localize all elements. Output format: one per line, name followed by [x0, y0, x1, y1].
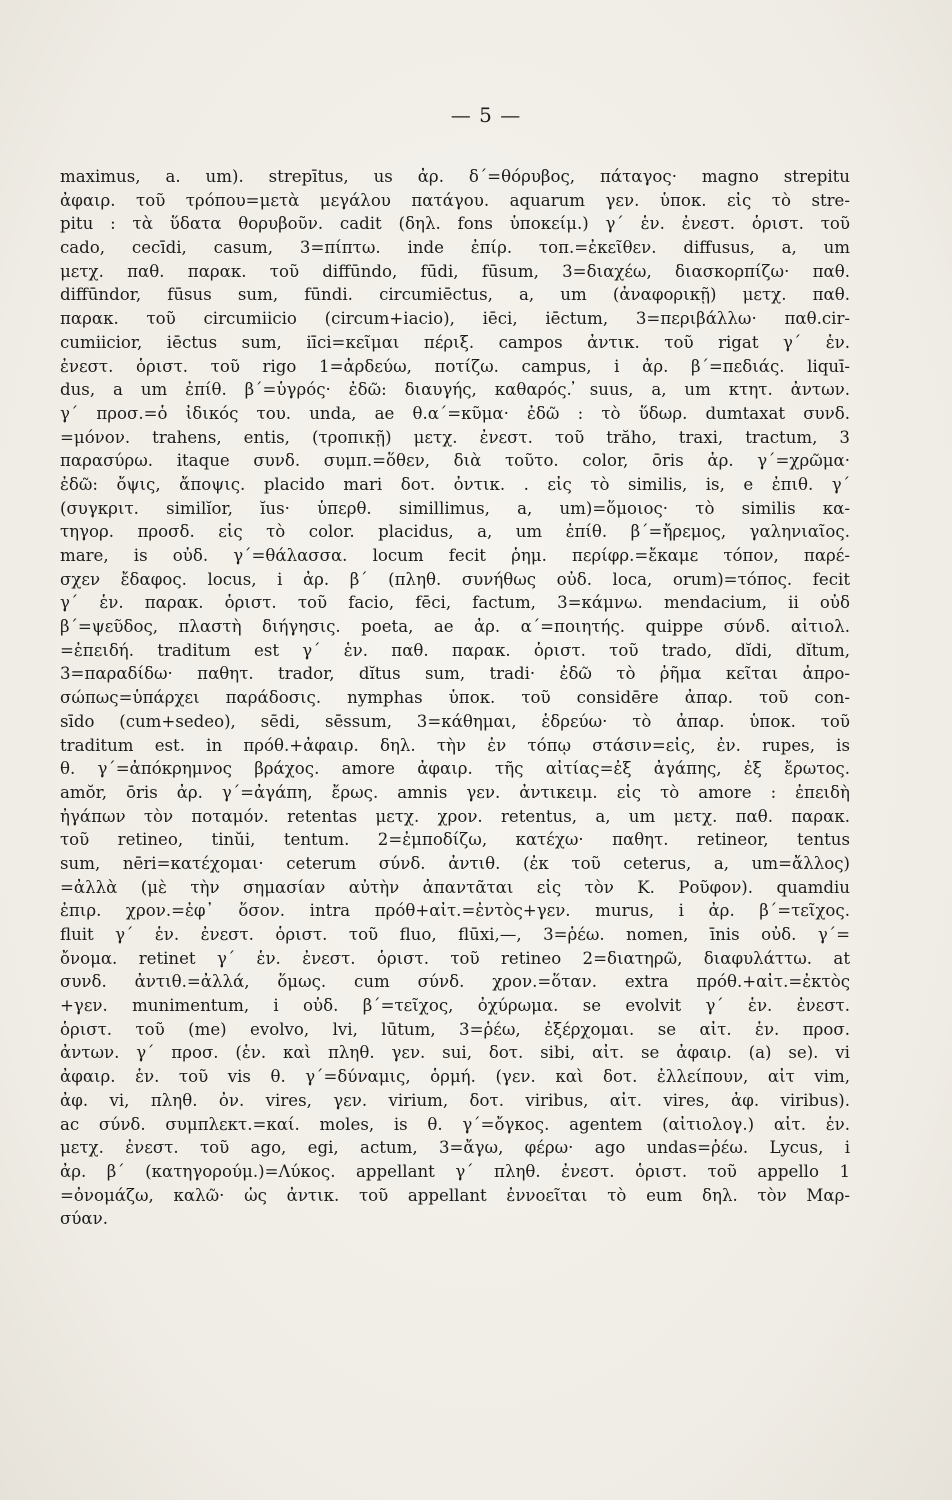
text-line: +γεν. munimentum, i οὐδ. β΄=τεῖχος, ὀχύρωμα. se evolvit γ΄ ἑν. ἐνεστ. [60, 996, 850, 1016]
text-line: sīdo (cum+sedeo), sēdi, sēssum, 3=κάθημαι, ἑδρεύω· τὸ ἀπαρ. ὑποκ. τοῦ [60, 711, 850, 731]
text-line: fluit γ΄ ἑν. ἐνεστ. ὁριστ. τοῦ fluo, flūxi,—, 3=ῥέω. nomen, īnis οὐδ. γ΄= [60, 925, 850, 944]
text-line: ὄνομα. retinet γ΄ ἑν. ἐνεστ. ὁριστ. τοῦ retineo 2=διατηρῶ, διαφυλάττω. at [60, 948, 850, 968]
text-line: γ΄ ἑν. παρακ. ὁριστ. τοῦ facio, fēci, factum, 3=κάμνω. mendacium, ii οὐδ [60, 593, 850, 613]
text-line: γ΄ προσ.=ὁ ἰδικός του. unda, ae θ.α΄=κῦμα· ἐδῶ : τὸ ὕδωρ. dumtaxat συνδ. [60, 403, 850, 423]
text-line: ἀφ. vi, πληθ. ὀν. vires, γεν. virium, δοτ. viribus, αἰτ. vires, ἀφ. viribus). [60, 1090, 850, 1110]
text-line: dus, a um ἐπίθ. β΄=ὑγρός· ἐδῶ: διαυγής, καθαρός. ̓suus, a, um κτητ. ἀντων. [60, 380, 850, 400]
text-line: cado, cecīdi, casum, 3=πίπτω. inde ἐπίρ. τοπ.=ἐκεῖθεν. diffusus, a, um [60, 238, 850, 258]
text-line: τηγορ. προσδ. εἰς τὸ color. placidus, a, um ἐπίθ. β΄=ἤρεμος, γαληνιαῖος. [60, 522, 850, 542]
text-line: σχεν ἔδαφος. locus, i ἀρ. β΄ (πληθ. συνήθως οὐδ. loca, orum)=τόπος. fecit [60, 569, 850, 589]
text-line: ἀρ. β΄ (κατηγορούμ.)=Λύκος. appellant γ΄ πληθ. ἐνεστ. ὁριστ. τοῦ appello 1 [60, 1161, 850, 1181]
text-line: μετχ. παθ. παρακ. τοῦ diffūndo, fūdi, fūsum, 3=διαχέω, διασκορπίζω· παθ. [60, 261, 850, 281]
text-line: ἐδῶ: ὄψις, ἄποψις. placido mari δοτ. ὀντικ. . εἰς τὸ similis, is, e ἐπιθ. γ΄ [60, 474, 850, 494]
text-line: ἐπιρ. χρον.=ἐφ᾽ ὅσον. intra πρόθ+αἰτ.=ἐντὸς+γεν. murus, i ἀρ. β΄=τεῖχος. [60, 901, 850, 921]
text-line: β΄=ψεῦδος, πλαστὴ διήγησις. poeta, ae ἀρ. α΄=ποιητής. quippe σύνδ. αἰτιολ. [60, 617, 850, 637]
text-line: maximus, a. um). strepītus, us ἀρ. δ΄=θόρυβος, πάταγος· magno strepitu [60, 167, 850, 186]
text-line: pitu : τὰ ὕδατα θορυβοῦν. cadit (δηλ. fons ὑποκείμ.) γ΄ ἑν. ἐνεστ. ὁριστ. τοῦ [60, 214, 850, 234]
text-line: ἠγάπων τὸν ποταμόν. retentas μετχ. χρον. retentus, a, um μετχ. παθ. παρακ. [60, 806, 850, 826]
text-line: amŏr, ōris ἀρ. γ΄=ἀγάπη, ἔρως. amnis γεν. ἀντικειμ. εἰς τὸ amore : ἐπειδὴ [60, 782, 850, 802]
text-line: traditum est. in πρόθ.+ἀφαιρ. δηλ. τὴν ἐν τόπῳ στάσιν=εἰς, ἐν. rupes, is [60, 735, 850, 755]
text-line: ἀφαιρ. τοῦ τρόπου=μετὰ μεγάλου πατάγου. aquarum γεν. ὑποκ. εἰς τὸ stre- [60, 190, 850, 210]
text-line: ac σύνδ. συμπλεκτ.=καί. moles, is θ. γ΄=ὄγκος. agentem (αἰτιολογ.) αἰτ. ἑν. [60, 1114, 850, 1134]
text-line: mare, is οὐδ. γ΄=θάλασσα. locum fecit ῥημ. περίφρ.=ἔκαμε τόπον, παρέ- [60, 546, 850, 565]
text-line: μετχ. ἐνεστ. τοῦ ago, egi, actum, 3=ἄγω, φέρω· ago undas=ῥέω. Lycus, i [60, 1138, 850, 1158]
text-line: σύαν. [60, 1209, 108, 1229]
text-line: =ἐπειδή. traditum est γ΄ ἑν. παθ. παρακ. ὁριστ. τοῦ trado, dĭdi, dĭtum, [60, 640, 850, 660]
text-line: ἀφαιρ. ἑν. τοῦ vis θ. γ΄=δύναμις, ὁρμή. (γεν. καὶ δοτ. ἐλλείπουν, αἰτ vim, [60, 1067, 850, 1087]
text-line: παρασύρω. itaque συνδ. συμπ.=ὅθεν, διὰ τοῦτο. color, ōris ἀρ. γ΄=χρῶμα· [60, 451, 850, 471]
text-line: diffūndor, fūsus sum, fūndi. circumiēctus, a, um (ἀναφορικῇ) μετχ. παθ. [60, 285, 850, 305]
text-line: ἀντων. γ΄ προσ. (ἑν. καὶ πληθ. γεν. sui, δοτ. sibi, αἰτ. se ἀφαιρ. (a) se). vi [60, 1043, 850, 1063]
text-line: σώπως=ὑπάρχει παράδοσις. nymphas ὑποκ. τοῦ considēre ἀπαρ. τοῦ con- [60, 688, 850, 708]
text-line: ὁριστ. τοῦ (me) evolvo, lvi, lūtum, 3=ῥέω, ἐξέρχομαι. se αἰτ. ἑν. προσ. [60, 1019, 850, 1039]
text-line: (συγκριτ. similĭor, ĭus· ὑπερθ. simillimus, a, um)=ὅμοιος· τὸ similis κα- [60, 498, 850, 518]
text-line: =μόνον. trahens, entis, (τροπικῇ) μετχ. ἐνεστ. τοῦ trăho, traxi, tractum, 3 [60, 427, 850, 447]
commentary-text [60, 165, 850, 1231]
text-line: cumiicior, iēctus sum, iīci=κεῖμαι πέριξ. campos ἀντικ. τοῦ rigat γ΄ ἑν. [60, 332, 850, 352]
text-line: =ὀνομάζω, καλῶ· ὡς ἀντικ. τοῦ appellant ἐννοεῖται τὸ eum δηλ. τὸν Μαρ- [60, 1185, 850, 1205]
text-line: τοῦ retineo, tinŭi, tentum. 2=ἐμποδίζω, κατέχω· παθητ. retineor, tentus [60, 830, 850, 850]
text-line: sum, nēri=κατέχομαι· ceterum σύνδ. ἀντιθ. (ἐκ τοῦ ceterus, a, um=ἄλλος) [60, 853, 850, 873]
text-line: παρακ. τοῦ circumiicio (circum+iacio), iēci, iēctum, 3=περιβάλλω· παθ.cir- [60, 309, 850, 329]
text-line: ἐνεστ. ὁριστ. τοῦ rigo 1=ἀρδεύω, ποτίζω. campus, i ἀρ. β΄=πεδιάς. liquī- [60, 356, 850, 376]
text-line: θ. γ΄=ἀπόκρημνος βράχος. amore ἀφαιρ. τῆς αἰτίας=ἐξ ἀγάπης, ἐξ ἔρωτος. [60, 759, 850, 779]
text-line: 3=παραδίδω· παθητ. trador, dĭtus sum, tradi· ἐδῶ τὸ ῥῆμα κεῖται ἀπρο- [60, 664, 850, 684]
text-line: =ἀλλὰ (μὲ τὴν σημασίαν αὐτὴν ἀπαντᾶται εἰς τὸν Κ. Ροῦφον). quamdiu [60, 877, 850, 897]
page-number: — 5 — [450, 103, 522, 127]
text-line: συνδ. ἀντιθ.=ἀλλά, ὅμως. cum σύνδ. χρον.=ὅταν. extra πρόθ.+αἰτ.=ἐκτὸς [60, 972, 850, 992]
